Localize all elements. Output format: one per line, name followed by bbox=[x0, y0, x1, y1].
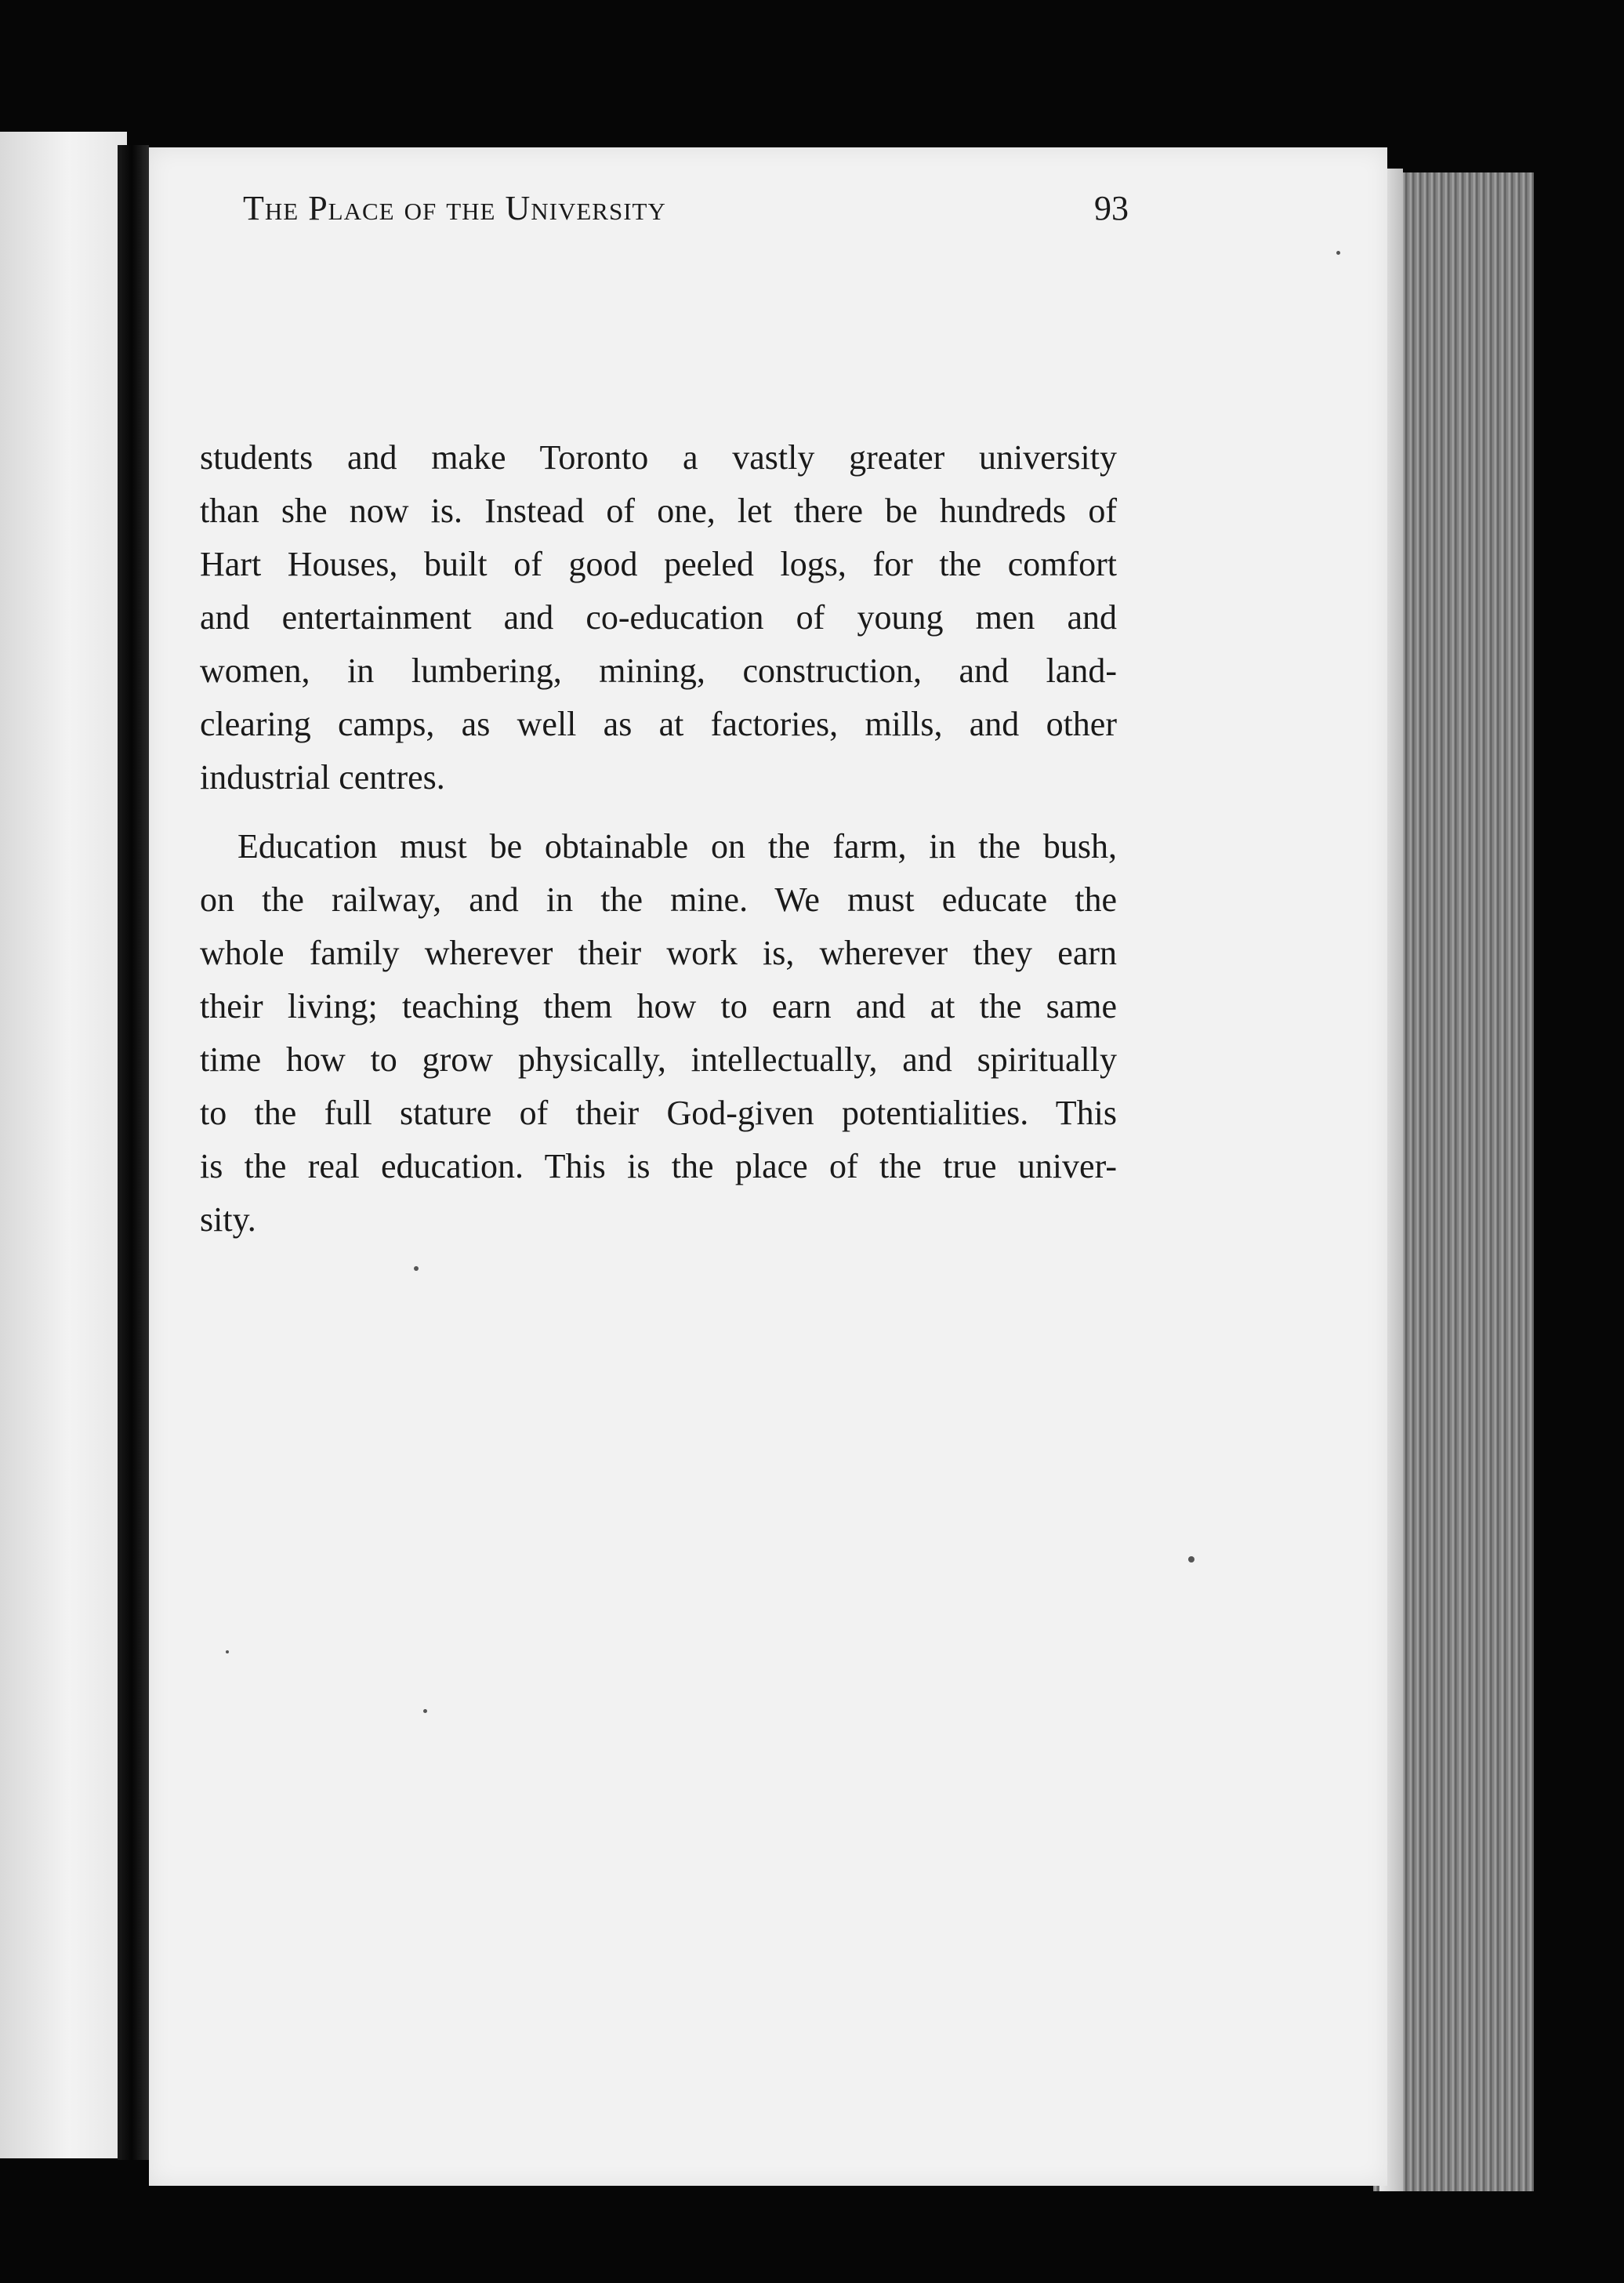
text-line: industrial centres. bbox=[200, 758, 445, 797]
text-line: time how to grow physically, intellectually, and spiritually bbox=[200, 1040, 1117, 1079]
page-number: 93 bbox=[1094, 189, 1129, 227]
text-line: their living; teaching them how to earn and at the same bbox=[200, 987, 1117, 1025]
scan-speck bbox=[1336, 251, 1340, 255]
text-line: to the full stature of their God-given potentialities. This bbox=[200, 1094, 1117, 1132]
text-line: than she now is. Instead of one, let there be hundreds of bbox=[200, 492, 1117, 530]
paragraph bbox=[200, 820, 1117, 1247]
paragraph bbox=[200, 431, 1117, 804]
text-line: whole family wherever their work is, wherever they earn bbox=[200, 934, 1117, 972]
body-text bbox=[200, 431, 1117, 1247]
text-line: sity. bbox=[200, 1200, 256, 1239]
text-line: women, in lumbering, mining, construction, and land- bbox=[200, 652, 1117, 690]
running-head bbox=[243, 188, 1129, 243]
previous-page-edge bbox=[0, 132, 127, 2158]
text-line: Education must be obtainable on the farm, in the bush, bbox=[237, 827, 1117, 866]
scan-speck bbox=[414, 1266, 419, 1271]
text-line: Hart Houses, built of good peeled logs, for the comfort bbox=[200, 545, 1117, 583]
running-title: The Place of the University bbox=[243, 189, 666, 227]
text-line: clearing camps, as well as at factories, mills, and other bbox=[200, 705, 1117, 743]
text-line: students and make Toronto a vastly greater university bbox=[200, 438, 1117, 477]
scan-speck bbox=[1188, 1556, 1194, 1563]
text-line: is the real education. This is the place of the true univer- bbox=[200, 1147, 1117, 1185]
paragraph-gap bbox=[200, 804, 1117, 820]
book-gutter bbox=[118, 145, 149, 2160]
text-line: and entertainment and co-education of young men and bbox=[200, 598, 1117, 637]
text-line: on the railway, and in the mine. We must educate the bbox=[200, 880, 1117, 919]
scan-speck bbox=[423, 1709, 427, 1713]
scan-speck bbox=[226, 1650, 229, 1653]
